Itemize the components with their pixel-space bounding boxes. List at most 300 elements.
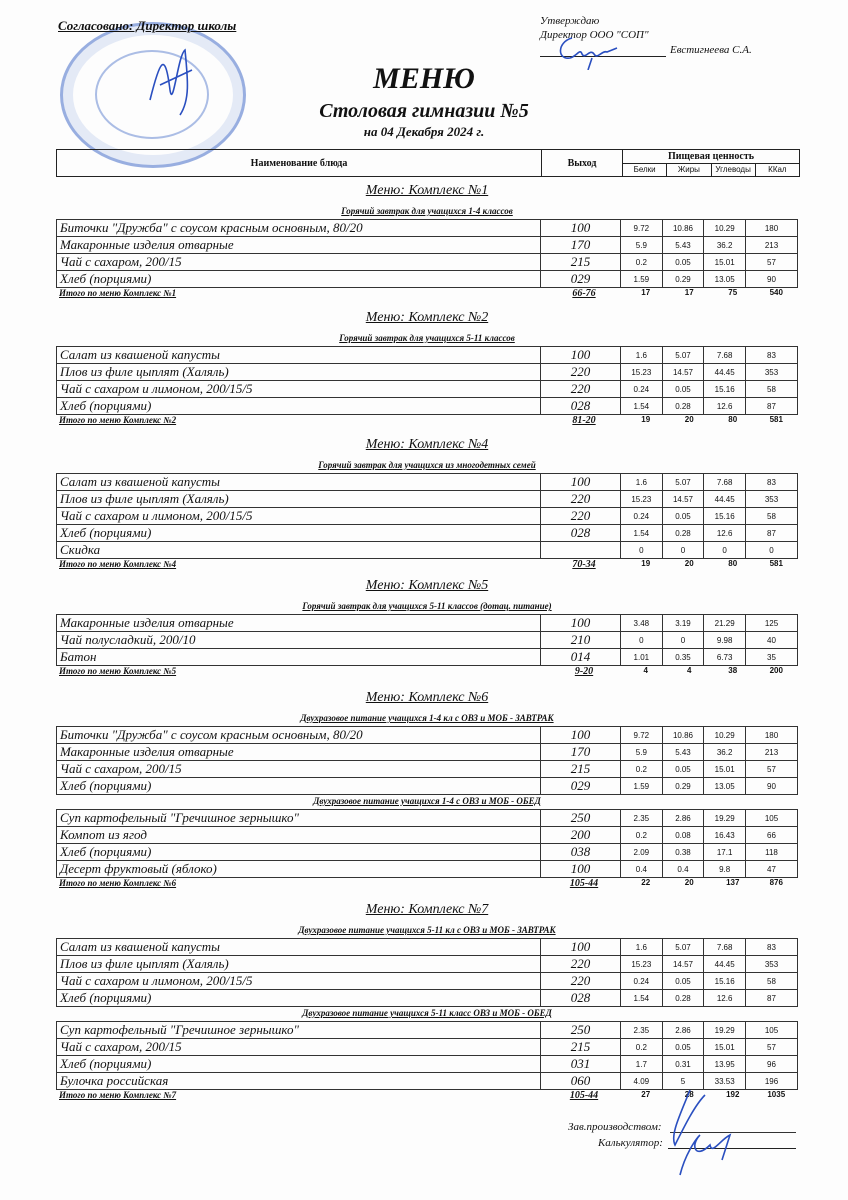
carbs: 36.2 bbox=[704, 237, 746, 254]
proteins: 1.59 bbox=[621, 271, 663, 288]
total-fats: 28 bbox=[684, 1090, 694, 1099]
total-proteins: 17 bbox=[641, 288, 651, 297]
proteins: 15.23 bbox=[621, 956, 663, 973]
carbs: 19.29 bbox=[704, 1022, 746, 1039]
proteins: 2.09 bbox=[621, 844, 663, 861]
fats: 0.31 bbox=[662, 1056, 704, 1073]
carbs: 9.8 bbox=[704, 861, 746, 878]
dish-table bbox=[56, 809, 798, 878]
fats: 0.28 bbox=[662, 525, 704, 542]
section-total bbox=[56, 559, 798, 573]
proteins: 0.24 bbox=[621, 973, 663, 990]
total-carbs: 192 bbox=[726, 1090, 740, 1099]
kcal: 90 bbox=[746, 271, 798, 288]
total-label: Итого по меню Комплекс №7 bbox=[59, 1090, 177, 1100]
total-carbs: 80 bbox=[728, 559, 738, 568]
total-fats: 4 bbox=[687, 666, 692, 675]
dish-name: Чай с сахаром и лимоном, 200/15/5 bbox=[57, 508, 541, 525]
menu-section bbox=[56, 690, 798, 892]
kcal: 87 bbox=[746, 525, 798, 542]
section-total bbox=[56, 415, 798, 429]
page-subtitle: Столовая гимназии №5 bbox=[319, 100, 529, 122]
dish-name: Суп картофельный "Гречишное зернышко" bbox=[57, 1022, 541, 1039]
dish-output: 029 bbox=[541, 778, 621, 795]
carbs: 12.6 bbox=[704, 990, 746, 1007]
kcal: 66 bbox=[746, 827, 798, 844]
total-carbs: 75 bbox=[728, 288, 738, 297]
proteins: 2.35 bbox=[621, 1022, 663, 1039]
footer-signature-icon bbox=[650, 1085, 760, 1185]
fats: 0.28 bbox=[662, 990, 704, 1007]
dish-table bbox=[56, 1021, 798, 1090]
total-fats: 17 bbox=[684, 288, 694, 297]
table-row bbox=[57, 381, 798, 398]
fats: 0.35 bbox=[662, 649, 704, 666]
section-title: Меню: Комплекс №4 bbox=[365, 437, 489, 452]
table-row bbox=[57, 649, 798, 666]
fats: 0.08 bbox=[662, 827, 704, 844]
carbs: 17.1 bbox=[704, 844, 746, 861]
fats: 0 bbox=[662, 632, 704, 649]
proteins: 0.2 bbox=[621, 761, 663, 778]
carbs: 15.16 bbox=[704, 973, 746, 990]
group-title: Двухразовое питание учащихся 5-11 класс ОВЗ и МОБ - ОБЕД bbox=[302, 1008, 552, 1018]
kcal: 58 bbox=[746, 508, 798, 525]
carbs: 44.45 bbox=[704, 491, 746, 508]
dish-output: 170 bbox=[541, 744, 621, 761]
proteins: 9.72 bbox=[621, 220, 663, 237]
table-row bbox=[57, 398, 798, 415]
table-row bbox=[57, 525, 798, 542]
dish-output: 215 bbox=[541, 1039, 621, 1056]
table-row bbox=[57, 364, 798, 381]
section-total bbox=[56, 666, 798, 680]
proteins: 0 bbox=[621, 632, 663, 649]
proteins: 15.23 bbox=[621, 364, 663, 381]
dish-name: Плов из филе цыплят (Халяль) bbox=[57, 956, 541, 973]
dish-name: Хлеб (порциями) bbox=[57, 990, 541, 1007]
group-title: Горячий завтрак для учащихся из многодетных семей bbox=[318, 460, 536, 470]
carbs: 6.73 bbox=[704, 649, 746, 666]
kcal: 90 bbox=[746, 778, 798, 795]
carbs: 44.45 bbox=[704, 956, 746, 973]
fats: 0.05 bbox=[662, 254, 704, 271]
table-row bbox=[57, 727, 798, 744]
kcal: 213 bbox=[746, 744, 798, 761]
menu-date: на 04 Декабря 2024 г. bbox=[363, 124, 485, 139]
section-title: Меню: Комплекс №1 bbox=[365, 183, 489, 198]
dish-output: 220 bbox=[541, 973, 621, 990]
total-kcal: 581 bbox=[769, 415, 783, 424]
proteins: 1.54 bbox=[621, 398, 663, 415]
fats: 0.4 bbox=[662, 861, 704, 878]
total-price: 81-20 bbox=[572, 415, 596, 426]
total-proteins: 27 bbox=[641, 1090, 651, 1099]
total-kcal: 540 bbox=[769, 288, 783, 297]
dish-table bbox=[56, 346, 798, 415]
carbs: 36.2 bbox=[704, 744, 746, 761]
fats: 14.57 bbox=[662, 956, 704, 973]
total-proteins: 19 bbox=[641, 559, 651, 568]
fats: 0.05 bbox=[662, 508, 704, 525]
proteins: 9.72 bbox=[621, 727, 663, 744]
table-row bbox=[57, 956, 798, 973]
col-kcal: ККал bbox=[768, 165, 787, 174]
dish-name: Хлеб (порциями) bbox=[57, 398, 541, 415]
dish-name: Компот из ягод bbox=[57, 827, 541, 844]
col-carbs: Углеводы bbox=[712, 164, 756, 176]
total-label: Итого по меню Комплекс №6 bbox=[59, 878, 177, 888]
group-title: Двухразовое питание учащихся 1-4 кл с ОВЗ и МОБ - ЗАВТРАК bbox=[300, 713, 554, 723]
proteins: 0.2 bbox=[621, 827, 663, 844]
carbs: 12.6 bbox=[704, 525, 746, 542]
total-proteins: 22 bbox=[641, 878, 651, 887]
carbs: 10.29 bbox=[704, 220, 746, 237]
fats: 5.07 bbox=[662, 939, 704, 956]
carbs: 15.16 bbox=[704, 381, 746, 398]
dish-output: 100 bbox=[541, 474, 621, 491]
dish-output: 215 bbox=[541, 761, 621, 778]
fats: 5.07 bbox=[662, 474, 704, 491]
kcal: 353 bbox=[746, 364, 798, 381]
production-manager-label: Зав.производством: bbox=[568, 1121, 662, 1133]
total-price: 70-34 bbox=[572, 559, 596, 570]
fats: 5.43 bbox=[662, 237, 704, 254]
kcal: 118 bbox=[746, 844, 798, 861]
kcal: 96 bbox=[746, 1056, 798, 1073]
dish-output: 028 bbox=[541, 525, 621, 542]
fats: 14.57 bbox=[662, 364, 704, 381]
proteins: 1.6 bbox=[621, 939, 663, 956]
table-row bbox=[57, 973, 798, 990]
carbs: 7.68 bbox=[704, 347, 746, 364]
table-row bbox=[57, 761, 798, 778]
carbs: 13.05 bbox=[704, 271, 746, 288]
kcal: 83 bbox=[746, 939, 798, 956]
total-price: 9-20 bbox=[574, 666, 594, 677]
fats: 0.29 bbox=[662, 778, 704, 795]
dish-output: 029 bbox=[541, 271, 621, 288]
carbs: 16.43 bbox=[704, 827, 746, 844]
total-price: 66-76 bbox=[572, 288, 596, 299]
fats: 10.86 bbox=[662, 220, 704, 237]
carbs: 7.68 bbox=[704, 474, 746, 491]
dish-name: Суп картофельный "Гречишное зернышко" bbox=[57, 810, 541, 827]
total-price: 105-44 bbox=[569, 1090, 599, 1101]
proteins: 0.24 bbox=[621, 508, 663, 525]
dish-output: 031 bbox=[541, 1056, 621, 1073]
table-row bbox=[57, 939, 798, 956]
dish-name: Хлеб (порциями) bbox=[57, 844, 541, 861]
proteins: 0.24 bbox=[621, 381, 663, 398]
menu-section bbox=[56, 183, 798, 302]
fats: 0.05 bbox=[662, 973, 704, 990]
carbs: 12.6 bbox=[704, 398, 746, 415]
table-row bbox=[57, 237, 798, 254]
kcal: 87 bbox=[746, 990, 798, 1007]
dish-name: Хлеб (порциями) bbox=[57, 778, 541, 795]
kcal: 47 bbox=[746, 861, 798, 878]
col-fats: Жиры bbox=[667, 164, 711, 176]
carbs: 13.05 bbox=[704, 778, 746, 795]
kcal: 58 bbox=[746, 973, 798, 990]
dish-table bbox=[56, 473, 798, 559]
dish-output: 200 bbox=[541, 827, 621, 844]
approval-left-text: Согласовано: Директор школы bbox=[58, 18, 237, 33]
proteins: 0.2 bbox=[621, 1039, 663, 1056]
dish-name: Плов из филе цыплят (Халяль) bbox=[57, 364, 541, 381]
total-proteins: 19 bbox=[641, 415, 651, 424]
section-title: Меню: Комплекс №5 bbox=[365, 578, 489, 593]
table-row bbox=[57, 271, 798, 288]
total-label: Итого по меню Комплекс №1 bbox=[59, 288, 177, 298]
group-title: Горячий завтрак для учащихся 1-4 классов bbox=[341, 206, 513, 216]
fats: 0.05 bbox=[662, 381, 704, 398]
dish-name: Чай полусладкий, 200/10 bbox=[57, 632, 541, 649]
kcal: 57 bbox=[746, 254, 798, 271]
kcal: 353 bbox=[746, 491, 798, 508]
dish-output: 100 bbox=[541, 861, 621, 878]
proteins: 2.35 bbox=[621, 810, 663, 827]
kcal: 0 bbox=[746, 542, 798, 559]
dish-output: 028 bbox=[541, 990, 621, 1007]
proteins: 0.2 bbox=[621, 254, 663, 271]
proteins: 4.09 bbox=[621, 1073, 663, 1090]
dish-name: Чай с сахаром, 200/15 bbox=[57, 1039, 541, 1056]
proteins: 5.9 bbox=[621, 744, 663, 761]
dish-name: Батон bbox=[57, 649, 541, 666]
menu-section bbox=[56, 437, 798, 573]
table-row bbox=[57, 491, 798, 508]
fats: 5.43 bbox=[662, 744, 704, 761]
dish-name: Скидка bbox=[57, 542, 541, 559]
fats: 14.57 bbox=[662, 491, 704, 508]
dish-output: 215 bbox=[541, 254, 621, 271]
kcal: 105 bbox=[746, 810, 798, 827]
dish-output: 220 bbox=[541, 491, 621, 508]
dish-name: Чай с сахаром и лимоном, 200/15/5 bbox=[57, 973, 541, 990]
table-row bbox=[57, 542, 798, 559]
approver-name: Евстигнеева С.А. bbox=[670, 44, 752, 56]
total-label: Итого по меню Комплекс №4 bbox=[59, 559, 177, 569]
fats: 0.05 bbox=[662, 1039, 704, 1056]
dish-output: 220 bbox=[541, 364, 621, 381]
dish-output: 100 bbox=[541, 347, 621, 364]
proteins: 1.6 bbox=[621, 347, 663, 364]
dish-output: 210 bbox=[541, 632, 621, 649]
carbs: 7.68 bbox=[704, 939, 746, 956]
kcal: 196 bbox=[746, 1073, 798, 1090]
table-row bbox=[57, 827, 798, 844]
dish-output: 014 bbox=[541, 649, 621, 666]
kcal: 57 bbox=[746, 1039, 798, 1056]
dish-name: Салат из квашеной капусты bbox=[57, 347, 541, 364]
kcal: 353 bbox=[746, 956, 798, 973]
dish-name: Десерт фруктовый (яблоко) bbox=[57, 861, 541, 878]
table-header bbox=[56, 149, 800, 177]
group-title: Горячий завтрак для учащихся 5-11 классов bbox=[339, 333, 515, 343]
total-kcal: 200 bbox=[769, 666, 783, 675]
carbs: 33.53 bbox=[704, 1073, 746, 1090]
kcal: 180 bbox=[746, 727, 798, 744]
page-title: МЕНЮ bbox=[373, 62, 475, 95]
proteins: 1.01 bbox=[621, 649, 663, 666]
kcal: 87 bbox=[746, 398, 798, 415]
proteins: 1.54 bbox=[621, 525, 663, 542]
kcal: 83 bbox=[746, 347, 798, 364]
dish-output: 170 bbox=[541, 237, 621, 254]
total-carbs: 80 bbox=[728, 415, 738, 424]
proteins: 3.48 bbox=[621, 615, 663, 632]
carbs: 19.29 bbox=[704, 810, 746, 827]
total-kcal: 581 bbox=[769, 559, 783, 568]
dish-output: 100 bbox=[541, 939, 621, 956]
table-row bbox=[57, 615, 798, 632]
kcal: 58 bbox=[746, 381, 798, 398]
dish-name: Хлеб (порциями) bbox=[57, 525, 541, 542]
table-row bbox=[57, 810, 798, 827]
menu-section bbox=[56, 902, 798, 1104]
group-title: Горячий завтрак для учащихся 5-11 классов (дотац. питание) bbox=[302, 601, 552, 611]
dish-output: 100 bbox=[541, 727, 621, 744]
dish-name: Хлеб (порциями) bbox=[57, 1056, 541, 1073]
fats: 3.19 bbox=[662, 615, 704, 632]
fats: 2.86 bbox=[662, 1022, 704, 1039]
total-carbs: 137 bbox=[726, 878, 740, 887]
dish-name: Салат из квашеной капусты bbox=[57, 474, 541, 491]
table-row bbox=[57, 254, 798, 271]
dish-name: Хлеб (порциями) bbox=[57, 271, 541, 288]
section-title: Меню: Комплекс №7 bbox=[365, 902, 489, 917]
menu-section bbox=[56, 578, 798, 680]
dish-output: 100 bbox=[541, 615, 621, 632]
kcal: 35 bbox=[746, 649, 798, 666]
dish-name: Чай с сахаром, 200/15 bbox=[57, 761, 541, 778]
dish-output bbox=[541, 542, 621, 559]
proteins: 0.4 bbox=[621, 861, 663, 878]
total-kcal: 1035 bbox=[767, 1090, 786, 1099]
col-nutrition bbox=[623, 150, 799, 176]
kcal: 180 bbox=[746, 220, 798, 237]
carbs: 44.45 bbox=[704, 364, 746, 381]
approve-director: Директор ООО "СОП" bbox=[540, 29, 649, 41]
dish-name: Макаронные изделия отварные bbox=[57, 237, 541, 254]
dish-name: Салат из квашеной капусты bbox=[57, 939, 541, 956]
total-price: 105-44 bbox=[569, 878, 599, 889]
dish-name: Чай с сахаром и лимоном, 200/15/5 bbox=[57, 381, 541, 398]
proteins: 1.59 bbox=[621, 778, 663, 795]
approve-label: Утверждаю bbox=[540, 15, 600, 27]
carbs: 15.01 bbox=[704, 1039, 746, 1056]
fats: 0.05 bbox=[662, 761, 704, 778]
dish-output: 100 bbox=[541, 220, 621, 237]
proteins: 1.54 bbox=[621, 990, 663, 1007]
fats: 5.07 bbox=[662, 347, 704, 364]
fats: 10.86 bbox=[662, 727, 704, 744]
carbs: 15.01 bbox=[704, 761, 746, 778]
dish-name: Биточки "Дружба" с соусом красным основным, 80/20 bbox=[57, 727, 541, 744]
fats: 0.38 bbox=[662, 844, 704, 861]
proteins: 0 bbox=[621, 542, 663, 559]
table-row bbox=[57, 1056, 798, 1073]
menu-section bbox=[56, 310, 798, 429]
group-title: Двухразовое питание учащихся 1-4 с ОВЗ и МОБ - ОБЕД bbox=[313, 796, 541, 806]
fats: 0.28 bbox=[662, 398, 704, 415]
dish-output: 038 bbox=[541, 844, 621, 861]
dish-name: Макаронные изделия отварные bbox=[57, 744, 541, 761]
total-fats: 20 bbox=[684, 559, 694, 568]
dish-output: 060 bbox=[541, 1073, 621, 1090]
kcal: 57 bbox=[746, 761, 798, 778]
nutrition-title: Пищевая ценность bbox=[623, 150, 799, 164]
col-proteins: Белки bbox=[623, 164, 667, 176]
fats: 5 bbox=[662, 1073, 704, 1090]
table-row bbox=[57, 347, 798, 364]
kcal: 40 bbox=[746, 632, 798, 649]
fats: 0 bbox=[662, 542, 704, 559]
proteins: 5.9 bbox=[621, 237, 663, 254]
table-row bbox=[57, 844, 798, 861]
proteins: 1.6 bbox=[621, 474, 663, 491]
proteins: 15.23 bbox=[621, 491, 663, 508]
dish-name: Булочка российская bbox=[57, 1073, 541, 1090]
proteins: 1.7 bbox=[621, 1056, 663, 1073]
dish-output: 250 bbox=[541, 1022, 621, 1039]
dish-name: Плов из филе цыплят (Халяль) bbox=[57, 491, 541, 508]
dish-output: 220 bbox=[541, 956, 621, 973]
dish-output: 220 bbox=[541, 381, 621, 398]
dish-output: 250 bbox=[541, 810, 621, 827]
dish-table bbox=[56, 219, 798, 288]
total-kcal: 876 bbox=[769, 878, 783, 887]
table-row bbox=[57, 990, 798, 1007]
table-row bbox=[57, 861, 798, 878]
table-row bbox=[57, 508, 798, 525]
carbs: 21.29 bbox=[704, 615, 746, 632]
section-title: Меню: Комплекс №6 bbox=[365, 690, 489, 705]
table-row bbox=[57, 744, 798, 761]
col-dish-name: Наименование блюда bbox=[57, 150, 542, 176]
kcal: 105 bbox=[746, 1022, 798, 1039]
calculator-label: Калькулятор: bbox=[598, 1137, 663, 1149]
table-row bbox=[57, 1039, 798, 1056]
dish-output: 028 bbox=[541, 398, 621, 415]
dish-name: Макаронные изделия отварные bbox=[57, 615, 541, 632]
table-row bbox=[57, 778, 798, 795]
dish-name: Чай с сахаром, 200/15 bbox=[57, 254, 541, 271]
dish-table bbox=[56, 726, 798, 795]
kcal: 83 bbox=[746, 474, 798, 491]
fats: 2.86 bbox=[662, 810, 704, 827]
kcal: 125 bbox=[746, 615, 798, 632]
dish-table bbox=[56, 614, 798, 666]
group-title: Двухразовое питание учащихся 5-11 кл с ОВЗ и МОБ - ЗАВТРАК bbox=[298, 925, 556, 935]
total-label: Итого по меню Комплекс №5 bbox=[59, 666, 177, 676]
table-row bbox=[57, 474, 798, 491]
section-total bbox=[56, 878, 798, 892]
carbs: 15.01 bbox=[704, 254, 746, 271]
fats: 0.29 bbox=[662, 271, 704, 288]
table-row bbox=[57, 1022, 798, 1039]
carbs: 10.29 bbox=[704, 727, 746, 744]
dish-name: Биточки "Дружба" с соусом красным основным, 80/20 bbox=[57, 220, 541, 237]
table-row bbox=[57, 632, 798, 649]
total-proteins: 4 bbox=[643, 666, 648, 675]
dish-table bbox=[56, 938, 798, 1007]
col-output: Выход bbox=[542, 150, 623, 176]
table-row bbox=[57, 220, 798, 237]
total-label: Итого по меню Комплекс №2 bbox=[59, 415, 177, 425]
